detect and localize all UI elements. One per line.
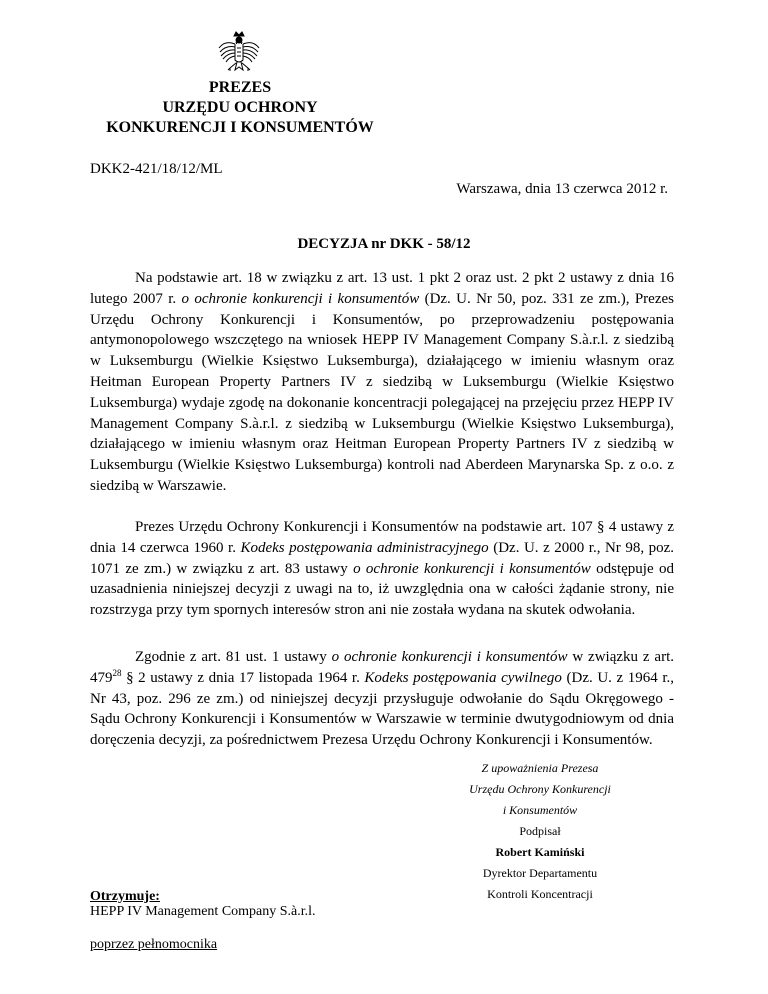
- recipients-block: [90, 889, 316, 952]
- issuer-line-1: PREZES: [208, 79, 272, 96]
- recipient-name: HEPP IV Management Company S.à.r.l.: [90, 904, 316, 919]
- place-and-date: Warszawa, dnia 13 czerwca 2012 r.: [456, 181, 668, 197]
- signatory-role-2: Kontroli Koncentracji: [487, 887, 593, 901]
- signatory-role-1: Dyrektor Departamentu: [482, 866, 598, 880]
- authorization-line-3: i Konsumentów: [502, 803, 578, 817]
- justification-waiver-paragraph: Prezes Urzędu Ochrony Konkurencji i Konsumentów na podstawie art. 107 § 4 ustawy z dnia 14 czerwca 1960 r. Kodeks postępowania administracyjnego (Dz. U. z 2000 r., Nr 98, poz. 1071 ze zm.) w związku z art. 83 ustawy o ochronie konkurencji i konsumentów odstępuje od uzasadnienia niniejszej decyzji z uwagi na to, iż uwzględnia ona w całości żądanie strony, nie rozstrzyga przy tym spornych interesów stron ani nie została wydana na skutek odwołania.: [90, 519, 674, 619]
- recipients-label: Otrzymuje:: [90, 889, 160, 904]
- decision-title: DECYZJA nr DKK - 58/12: [297, 236, 471, 252]
- recipient-via: poprzez pełnomocnika: [90, 937, 218, 952]
- polish-eagle-emblem-icon: [217, 30, 261, 78]
- signatory-name: Robert Kamiński: [495, 845, 585, 859]
- issuer-line-2: URZĘDU OCHRONY: [162, 99, 318, 116]
- signed-label: Podpisał: [519, 824, 561, 838]
- decision-paragraph-1: Na podstawie art. 18 w związku z art. 13 ust. 1 pkt 2 oraz ust. 2 pkt 2 ustawy z dnia 16 lutego 2007 r. o ochronie konkurencji i konsumentów (Dz. U. Nr 50, poz. 331 ze zm.), Prezes Urzędu Ochrony Konkurencji i Konsumentów, po przeprowadzeniu postępowania antymonopolowego wszczętego na wniosek HEPP IV Management Company S.à.r.l. z siedzibą w Luksemburgu (Wielkie Księstwo Luksemburga), działającego w imieniu własnym oraz Heitman European Property Partners IV z siedzibą w Luksemburgu (Wielkie Księstwo Luksemburga) wydaje zgodę na dokonanie koncentracji polegającej na przejęciu przez HEPP IV Management Company S.à.r.l. z siedzibą w Luksemburgu (Wielkie Księstwo Luksemburga), działającego w imieniu własnym oraz Heitman European Property Partners IV z siedzibą w Luksemburgu (Wielkie Księstwo Luksemburga) kontroli nad Aberdeen Marynarska Sp. z o.o. z siedzibą w Warszawie.: [90, 270, 674, 494]
- authorization-line-1: Z upoważnienia Prezesa: [481, 761, 599, 775]
- appeal-info-paragraph: Zgodnie z art. 81 ust. 1 ustawy o ochronie konkurencji i konsumentów w związku z art. $479^{28}$ § 2 ustawy z dnia 17 listopada 1964 r. Kodeks postępowania cywilnego (Dz. U. z 1964 r., Nr 43, poz. 296 ze zm.) od niniejszej decyzji przysługuje odwołanie do Sądu Okręgowego - Sądu Ochrony Konkurencji i Konsumentów w Warszawie w terminie dwutygodniowym od dnia doręczenia decyzji, za pośrednictwem Prezesa Urzędu Ochrony Konkurencji i Konsumentów.: [90, 649, 674, 749]
- issuer-line-3: KONKURENCJI I KONSUMENTÓW: [106, 119, 374, 136]
- reference-number: DKK2-421/18/12/ML: [90, 161, 223, 177]
- signature-block: [440, 758, 640, 905]
- authorization-line-2: Urzędu Ochrony Konkurencji: [469, 782, 611, 796]
- issuer-header: [90, 78, 390, 138]
